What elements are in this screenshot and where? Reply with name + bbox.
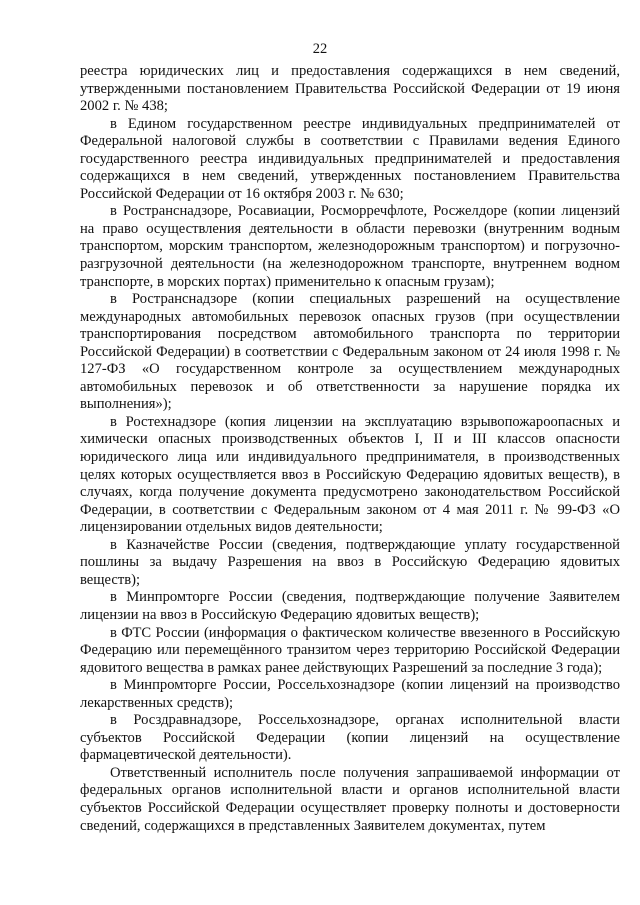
paragraph-egrip: в Едином государственном реестре индивидуальных предпринимателей от Федеральной налоговой службы в соответствии с Правилами ведения Единого государственного реестра индивидуальных предпринимателей и предоставления содержащихся в нем сведений, утвержденных постановлением Правительства Российской Федерации от 16 октября 2003 г. № 630; [80,115,620,202]
paragraph-rostransnadzor-permits: в Ространснадзоре (копии специальных разрешений на осуществление международных автомобильных перевозок опасных грузов (при осуществлении транспортирования посредством автомобильного транспорта по территории Российской Федерации) в соответствии с Федеральным законом от 24 июля 1998 г. № 127-ФЗ «О государственном контроле за осуществлением международных автомобильных перевозок и об ответственности за нарушение порядка их выполнения»); [80,291,620,413]
paragraph-fts: в ФТС России (информация о фактическом количестве ввезенного в Российскую Федерацию или перемещённого транзитом через территорию Российской Федерации ядовитого вещества в рамках ранее действующих Разрешений за последние 3 года); [80,624,620,676]
paragraph-minpromtorg-license: в Минпромторге России (сведения, подтверждающие получение Заявителем лицензии на ввоз в Российскую Федерацию ядовитых веществ); [80,589,620,623]
paragraph-treasury: в Казначействе России (сведения, подтверждающие уплату государственной пошлины за выдачу Разрешения на ввоз в Российскую Федерацию ядовитых веществ); [80,536,620,588]
document-body [80,63,620,835]
paragraph-egrul-continuation: реестра юридических лиц и предоставления содержащихся в нем сведений, утвержденными постановлением Правительства Российской Федерации от 19 июня 2002 г. № 438; [80,63,620,115]
paragraph-rostransnadzor-licenses: в Ространснадзоре, Росавиации, Росморречфлоте, Росжелдоре (копии лицензий на право осуществления деятельности в области перевозки (внутренним водным транспортом, морским транспортом, железнодорожным транспортом) и погрузочно-разгрузочной деятельности (на железнодорожном транспорте, внутреннем водном транспорте, в морских портах) применительно к опасным грузам); [80,203,620,290]
paragraph-rostekhnadzor: в Ростехнадзоре (копия лицензии на эксплуатацию взрывопожароопасных и химически опасных производственных объектов I, II и III классов опасности юридического лица или индивидуального предпринимателя, в производственных целях которых осуществляется ввоз в Российскую Федерацию ядовитых веществ), в случаях, когда получение документа предусмотрено законодательством Российской Федерации, в соответствии с Федеральным законом от 4 мая 2011 г. № 99-ФЗ «О лицензировании отдельных видов деятельности; [80,413,620,536]
paragraph-roszdravnadzor: в Росздравнадзоре, Россельхознадзоре, органах исполнительной власти субъектов Российской Федерации (копии лицензий на осуществление фармацевтической деятельности). [80,712,620,764]
paragraph-responsible-executor: Ответственный исполнитель после получения запрашиваемой информации от федеральных органов исполнительной власти и органов исполнительной власти субъектов Российской Федерации осуществляет проверку полноты и достоверности сведений, содержащихся в представленных Заявителем документах, путем [80,764,620,834]
paragraph-minpromtorg-drugs: в Минпромторге России, Россельхознадзоре (копии лицензий на производство лекарственных средств); [80,677,620,711]
page-number: 22 [312,41,328,57]
